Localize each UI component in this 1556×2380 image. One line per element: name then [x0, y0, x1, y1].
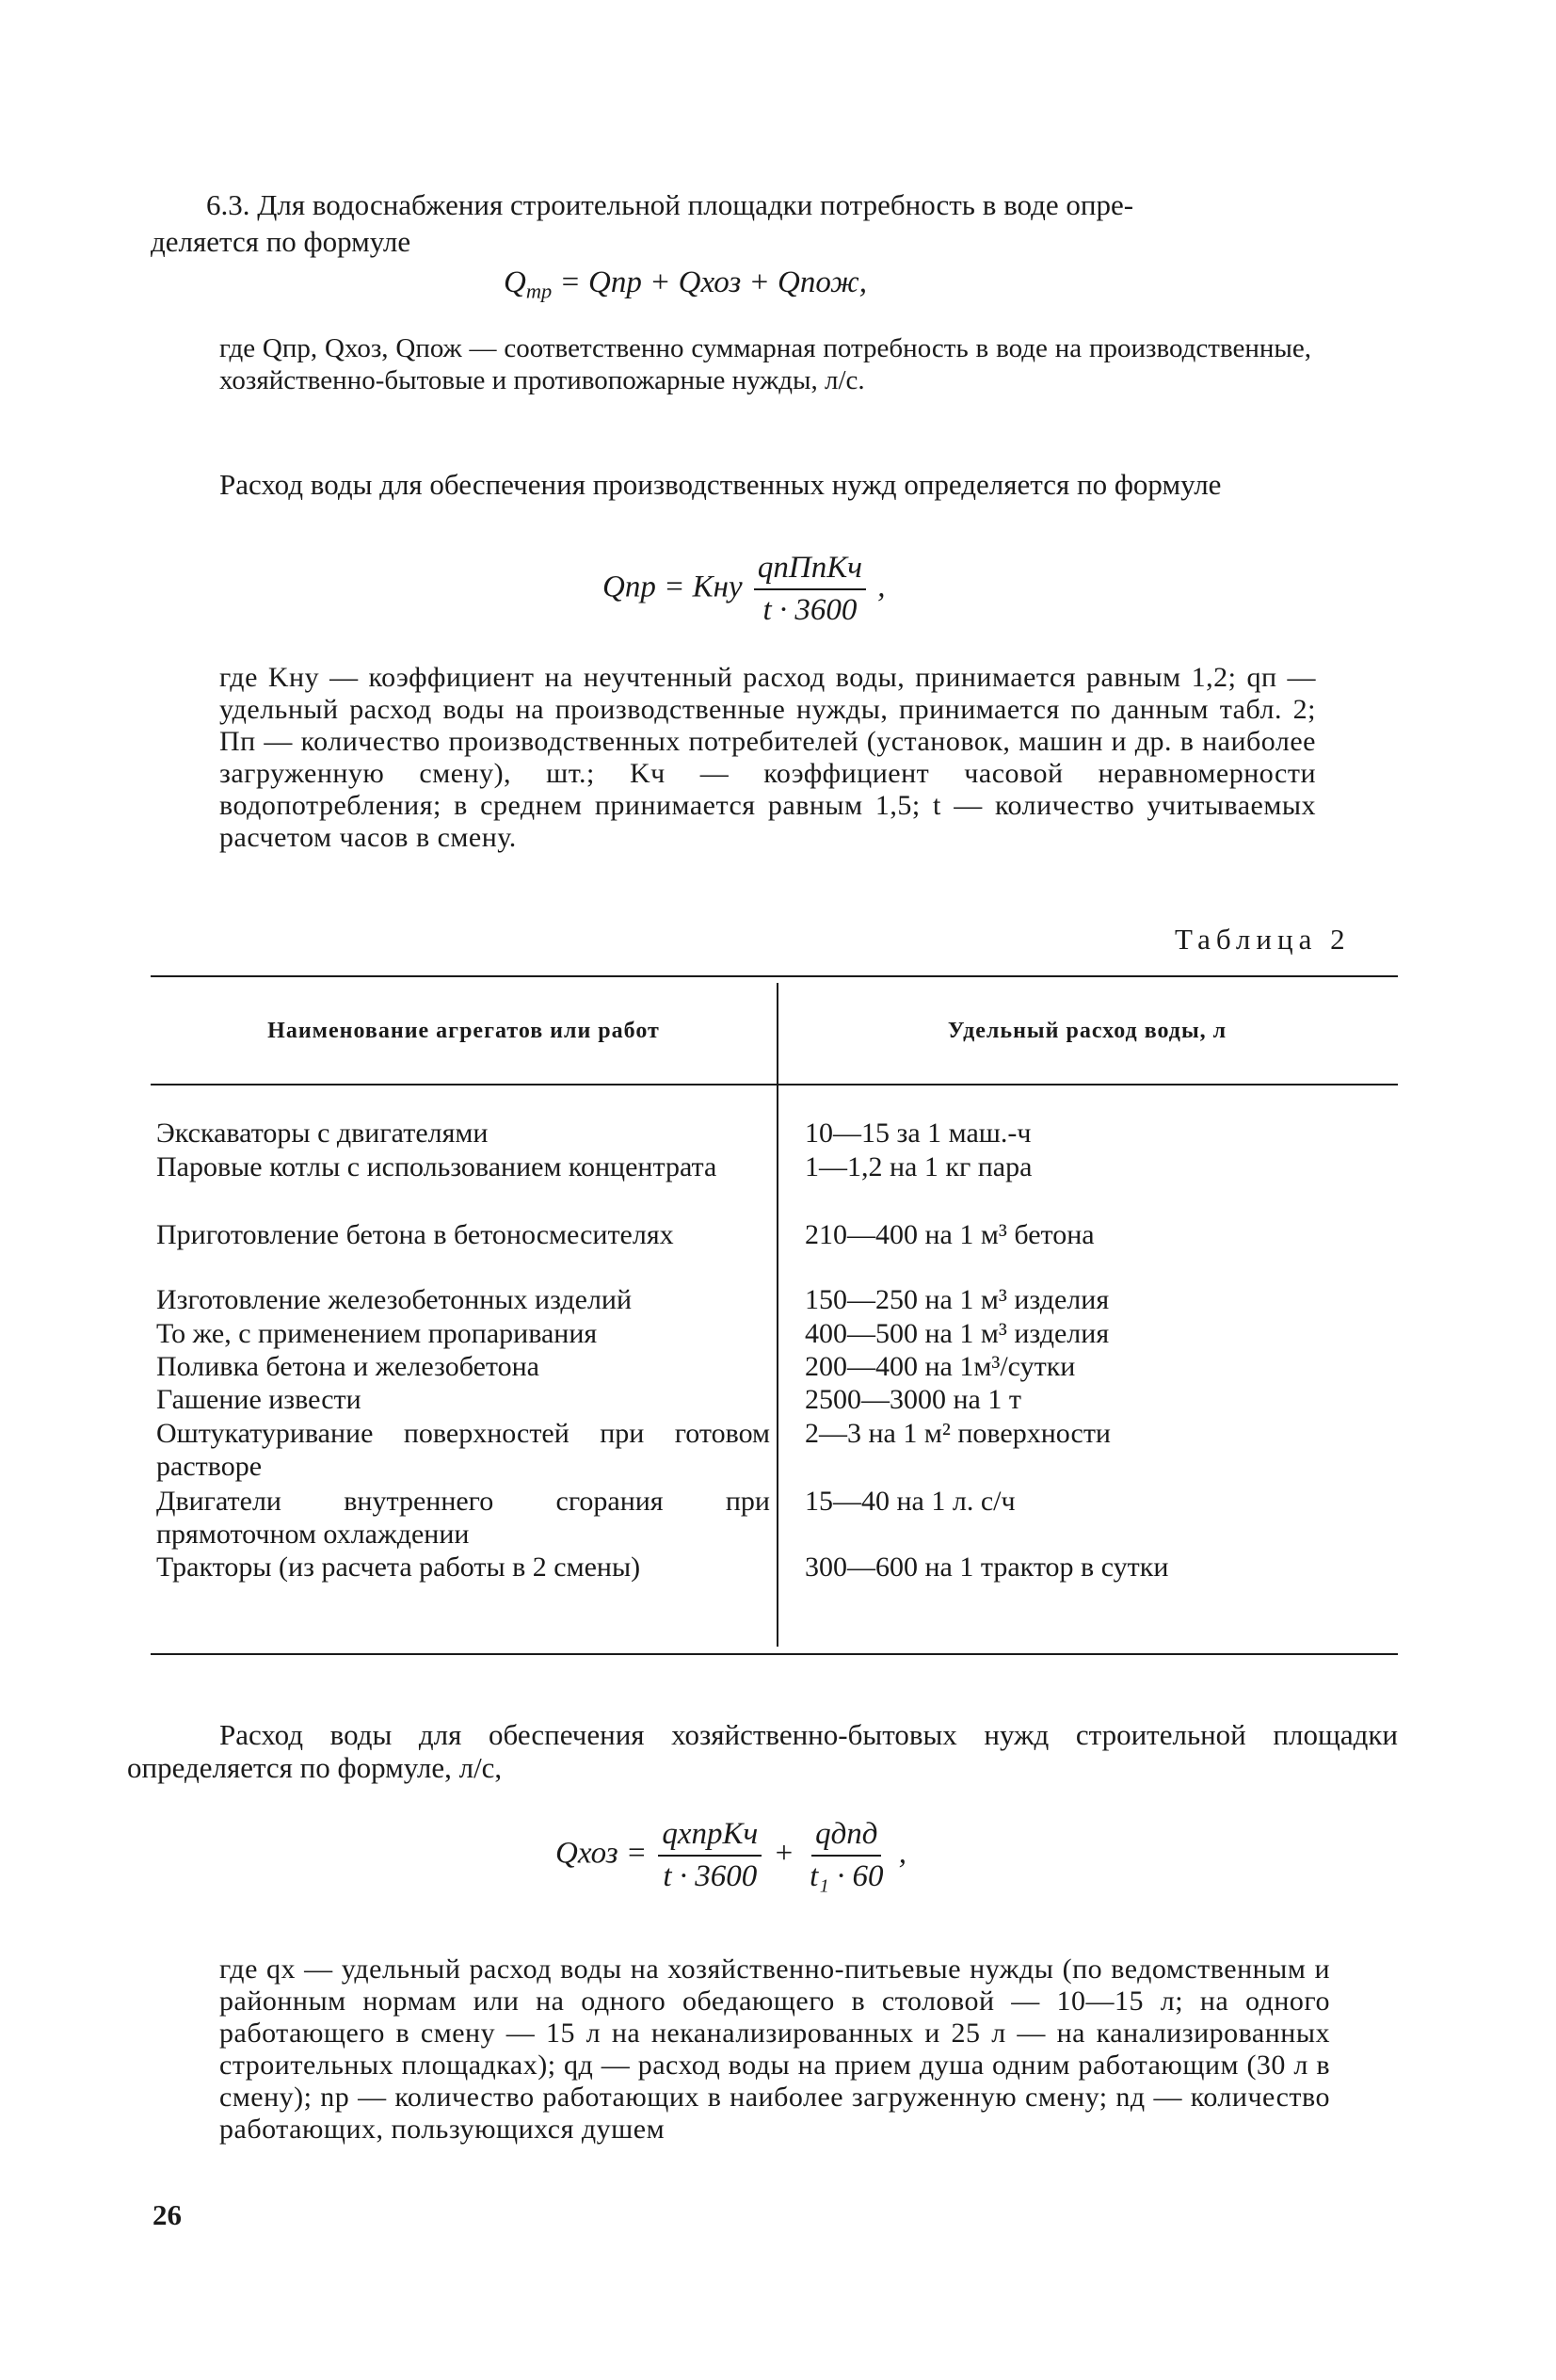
eq3-numerator-2: qдnд [811, 1817, 881, 1857]
production-paragraph: Расход воды для обеспечения производственных нужд определяется по формуле [219, 468, 1222, 501]
table-row-value: 150—250 на 1 м³ изделия [805, 1284, 1110, 1315]
where-definitions-2: где Kну — коэффициент на неучтенный расход воды, принимается равным 1,2; qп — удельный расход воды на производственные нужды, принимается по данным табл. 2; Пп — количество производственных потребителей (установок, машин и др. в наиболее загруженную смену), шт.; Kч — коэффициент часовой неравномерности водопотребления; в среднем принимается равным 1,5; t — количество учитываемых расчетом часов в смену. [219, 662, 1316, 853]
equation-total-demand: $Q_{тр}$ = Qпр + Qхоз + Qпож, [504, 265, 867, 303]
eq2-tail: , [877, 570, 886, 604]
eq1-lhs-sub: тр [525, 279, 553, 303]
where-definitions-1: где Qпр, Qхоз, Qпож — соответственно суммарная потребность в воде на производственные, хозяйственно-бытовые и противопожарные нужды, л/с. [219, 333, 1311, 395]
table-header-value: Удельный расход воды, л [947, 1019, 1227, 1043]
eq3-numerator-1: qхnрKч [658, 1817, 762, 1857]
eq3-tail: , [898, 1836, 906, 1871]
eq2-lhs: Qпр = Kну [602, 570, 743, 604]
eq3-plus: + [773, 1836, 794, 1871]
page-number: 26 [152, 2198, 182, 2231]
table-header-name: Наименование агрегатов или работ [267, 1019, 660, 1043]
eq2-numerator: qпПпKч [754, 551, 866, 590]
table-row-name: Приготовление бетона в бетоносмесителях [156, 1219, 674, 1250]
table-top-rule [151, 975, 1398, 977]
table-bottom-rule [151, 1653, 1398, 1655]
table-row-value: 1—1,2 на 1 кг пара [805, 1151, 1033, 1182]
eq2-fraction [754, 551, 866, 628]
eq3-lhs: Qхоз = [555, 1836, 648, 1871]
table-row-value: 15—40 на 1 л. с/ч [805, 1486, 1016, 1517]
equation-household [555, 1817, 906, 1894]
table-row-name: То же, с применением пропаривания [156, 1318, 598, 1349]
eq1-lhs: Q [504, 265, 526, 299]
table-row-name: Оштукатуривание поверхностей при готовом растворе [156, 1418, 770, 1482]
water-consumption-table [151, 975, 1398, 1655]
table-header-rule [151, 1084, 1398, 1085]
table-row-name: Изготовление железобетонных изделий [156, 1284, 633, 1315]
table-column-divider [777, 983, 778, 1647]
table-row-value: 2—3 на 1 м² поверхности [805, 1418, 1111, 1449]
eq3-denominator-2: t₁ · 60 [810, 1859, 884, 1893]
table-row-name: Паровые котлы с использованием концентрата [156, 1151, 717, 1182]
table-row-name: Экскаваторы с двигателями [156, 1118, 489, 1149]
household-paragraph: Расход воды для обеспечения хозяйственно-бытовых нужд строительной площадки определяется по формуле, л/с, [127, 1718, 1398, 1784]
eq1-rhs: = Qпр + Qхоз + Qпож [559, 265, 859, 299]
eq2-denominator: t · 3600 [762, 593, 858, 627]
table-row-name: Двигатели внутреннего сгорания при прямоточном охлаждении [156, 1486, 770, 1550]
eq3-denominator-1: t · 3600 [663, 1859, 758, 1893]
eq3-fraction-2 [806, 1817, 887, 1894]
table-row-value: 200—400 на 1м³/сутки [805, 1351, 1076, 1382]
table-row-value: 2500—3000 на 1 т [805, 1384, 1021, 1415]
section-intro-line2: деляется по формуле [151, 225, 411, 258]
table-row-value: 210—400 на 1 м³ бетона [805, 1219, 1095, 1250]
table-row-value: 10—15 за 1 маш.-ч [805, 1118, 1032, 1149]
table-row-name: Гашение извести [156, 1384, 361, 1415]
table-row-value: 300—600 на 1 трактор в сутки [805, 1552, 1169, 1583]
eq3-fraction-1 [658, 1817, 762, 1894]
where-definitions-3: где qх — удельный расход воды на хозяйственно-питьевые нужды (по ведомственным и районным нормам или на одного обедающего в столовой — 10—15 л; на одного работающего в смену — 15 л на неканализированных и 25 л — на канализированных строительных площадках); qд — расход воды на прием душа одним работающим (30 л в смену); nр — количество работающих в наиболее загруженную смену; nд — количество работающих, пользующихся душем [219, 1954, 1330, 2145]
table-row-value: 400—500 на 1 м³ изделия [805, 1318, 1110, 1349]
table-row-name: Тракторы (из расчета работы в 2 смены) [156, 1552, 641, 1583]
section-intro-line1: 6.3. Для водоснабжения строительной площадки потребность в воде опре- [206, 188, 1134, 221]
table-row-name: Поливка бетона и железобетона [156, 1351, 539, 1382]
equation-production [602, 551, 885, 628]
table-caption: Таблица 2 [1175, 923, 1351, 956]
